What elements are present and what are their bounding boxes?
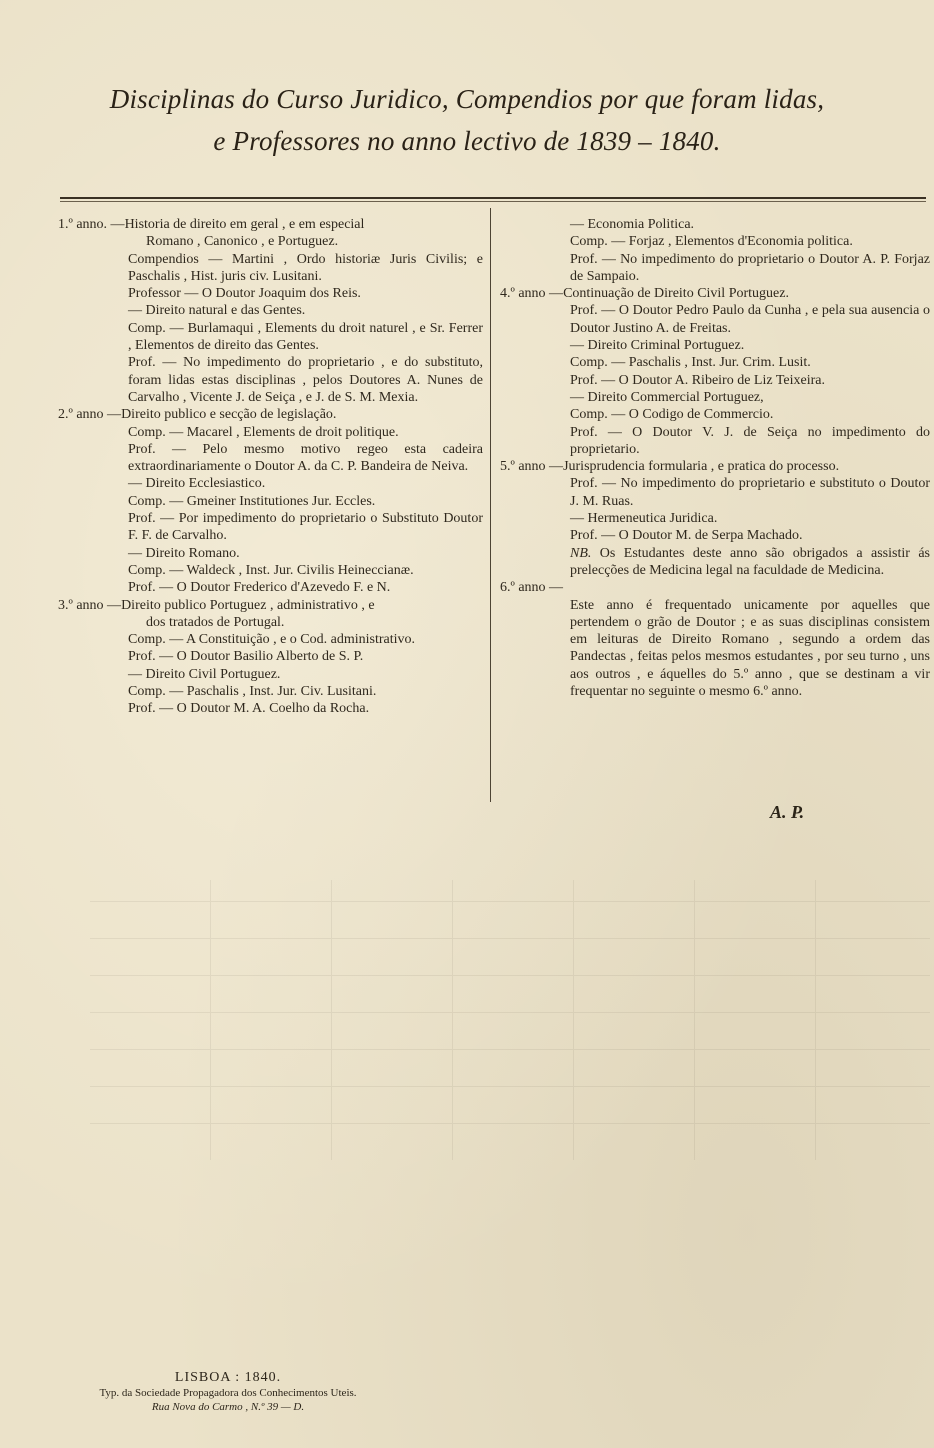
year-3-comp-3: Comp. — Forjaz , Elementos d'Economia politica. xyxy=(570,234,853,250)
year-2-subject-2: — Direito Ecclesiastico. xyxy=(128,476,266,492)
imprint-printer: Typ. da Sociedade Propagadora dos Conhecimentos Uteis. xyxy=(99,1387,357,1399)
year-4-comp-2: Comp. — Paschalis , Inst. Jur. Crim. Lusit. xyxy=(570,355,811,371)
imprint-address: Rua Nova do Carmo , N.º 39 — D. xyxy=(151,1401,305,1413)
title-line-2: e Professores no anno lectivo de 1839 – 1840. xyxy=(213,126,721,156)
year-4-subject: Continuação de Direito Civil Portuguez. xyxy=(563,286,789,302)
year-1-subject: Historia de direito em geral , e em especial xyxy=(124,217,365,232)
year-5-block xyxy=(500,458,930,579)
year-6-text: Este anno é frequentado unicamente por aquelles que pertendem o grão de Doutor ; e as suas disciplinas consistem em leituras de Direito Romano , segundo a ordem das Pandectas , feitas pelos mesmos estudantes , por seu turno , uns aos outros , e áquelles do 5.º anno , que se destinam a vir frequentar no seguinte o mesmo 6.º anno. xyxy=(570,597,930,700)
right-column xyxy=(500,216,930,700)
year-2-comp-3: Comp. — Waldeck , Inst. Jur. Civilis Heineccianæ. xyxy=(128,562,414,578)
year-2-subject-3: — Direito Romano. xyxy=(128,545,240,561)
year-2-prof-2: Prof. — Por impedimento do proprietario o Substituto Doutor F. F. de Carvalho. xyxy=(128,511,483,544)
year-5-subject-2: — Hermeneutica Juridica. xyxy=(570,511,718,527)
year-6-block xyxy=(500,579,930,700)
year-3-block xyxy=(58,597,483,718)
year-5-label: 5.º anno — xyxy=(500,459,564,475)
year-3-prof: Prof. — O Doutor Basilio Alberto de S. P. xyxy=(128,649,364,665)
year-1-professor: Professor — O Doutor Joaquim dos Reis. xyxy=(128,286,361,302)
year-3-label: 3.º anno — xyxy=(58,597,122,613)
year-4-prof-3: Prof. — O Doutor V. J. de Seiça no impedimento do proprietario. xyxy=(570,424,930,457)
title-rule xyxy=(60,197,926,199)
year-4-prof: Prof. — O Doutor Pedro Paulo da Cunha , e pela sua ausencia o Doutor Justino A. de Freitas. xyxy=(570,303,930,336)
year-3-subject-3: — Economia Politica. xyxy=(570,217,695,232)
year-3-subject-2: — Direito Civil Portuguez. xyxy=(128,666,281,682)
year-6-label: 6.º anno — xyxy=(500,580,564,596)
year-5-prof-2: Prof. — O Doutor M. de Serpa Machado. xyxy=(570,528,803,544)
year-3-subject: Direito publico Portuguez , administrativo , e xyxy=(121,597,375,613)
year-1-prof-2: Prof. — No impedimento do proprietario , e do substituto, foram lidas estas disciplinas , pelos Doutores A. Nunes de Carvalho , Vicente J. de Seiça , e J. de S. M. Mexia. xyxy=(128,355,483,405)
year-1-compendios: Compendios — Martini , Ordo historiæ Juris Civilis; e Paschalis , Hist. juris civ. Lusitani. xyxy=(128,251,483,284)
bleed-through-table xyxy=(90,880,930,1160)
year-2-prof: Prof. — Pelo mesmo motivo regeo esta cadeira extraordinariamente o Doutor A. da C. P. Bandeira de Neiva. xyxy=(128,441,483,475)
signature: A. P. xyxy=(770,802,805,822)
nb-text: Os Estudantes deste anno são obrigados a assistir ás prelecções de Medicina legal na faculdade de Medicina. xyxy=(570,545,930,578)
year-3-comp: Comp. — A Constituição , e o Cod. administrativo. xyxy=(128,632,415,648)
year-3-prof-3: Prof. — No impedimento do proprietario o Doutor A. P. Forjaz de Sampaio. xyxy=(570,251,930,284)
year-2-prof-3: Prof. — O Doutor Frederico d'Azevedo F. e N. xyxy=(128,580,391,596)
year-5-subject: Jurisprudencia formularia , e pratica do processo. xyxy=(563,459,840,475)
year-3-prof-2: Prof. — O Doutor M. A. Coelho da Rocha. xyxy=(128,701,370,717)
year-5-note xyxy=(500,545,930,580)
year-2-subject: Direito publico e secção de legislação. xyxy=(121,407,337,423)
year-1-subject-cont: Romano , Canonico , e Portuguez. xyxy=(146,234,339,250)
year-4-label: 4.º anno — xyxy=(500,286,564,302)
imprint-city: LISBOA : 1840. xyxy=(174,1370,282,1385)
year-4-block xyxy=(500,285,930,458)
year-4-subject-2: — Direito Criminal Portuguez. xyxy=(570,338,745,354)
year-1-label: 1.º anno. — xyxy=(58,217,125,232)
year-4-prof-2: Prof. — O Doutor A. Ribeiro de Liz Teixeira. xyxy=(570,372,825,388)
column-divider xyxy=(490,208,491,802)
year-5-prof: Prof. — No impedimento do proprietario e substituto o Doutor J. M. Ruas. xyxy=(570,476,930,509)
year-2-comp: Comp. — Macarel , Elements de droit politique. xyxy=(128,424,399,440)
imprint xyxy=(60,1370,396,1414)
year-2-comp-2: Comp. — Gmeiner Institutiones Jur. Eccles. xyxy=(128,493,376,509)
year-2-block xyxy=(58,406,483,596)
year-4-comp-3: Comp. — O Codigo de Commercio. xyxy=(570,407,774,423)
year-3-continued-block xyxy=(500,216,930,285)
nb-label: NB. xyxy=(570,545,592,561)
page-title xyxy=(40,78,894,162)
year-3-comp-2: Comp. — Paschalis , Inst. Jur. Civ. Lusitani. xyxy=(128,684,377,700)
title-line-1: Disciplinas do Curso Juridico, Compendios por que foram lidas, xyxy=(109,84,825,114)
title-rule-thin xyxy=(60,201,926,202)
year-3-subject-cont: dos tratados de Portugal. xyxy=(146,614,285,630)
year-2-label: 2.º anno — xyxy=(58,407,122,423)
year-1-comp-2: Comp. — Burlamaqui , Elements du droit naturel , e Sr. Ferrer , Elementos de direito das Gentes. xyxy=(128,320,483,354)
year-1-subject-2: — Direito natural e das Gentes. xyxy=(128,303,306,319)
left-column xyxy=(58,216,483,718)
year-1-block xyxy=(58,216,483,406)
year-4-subject-3: — Direito Commercial Portuguez, xyxy=(570,389,764,405)
